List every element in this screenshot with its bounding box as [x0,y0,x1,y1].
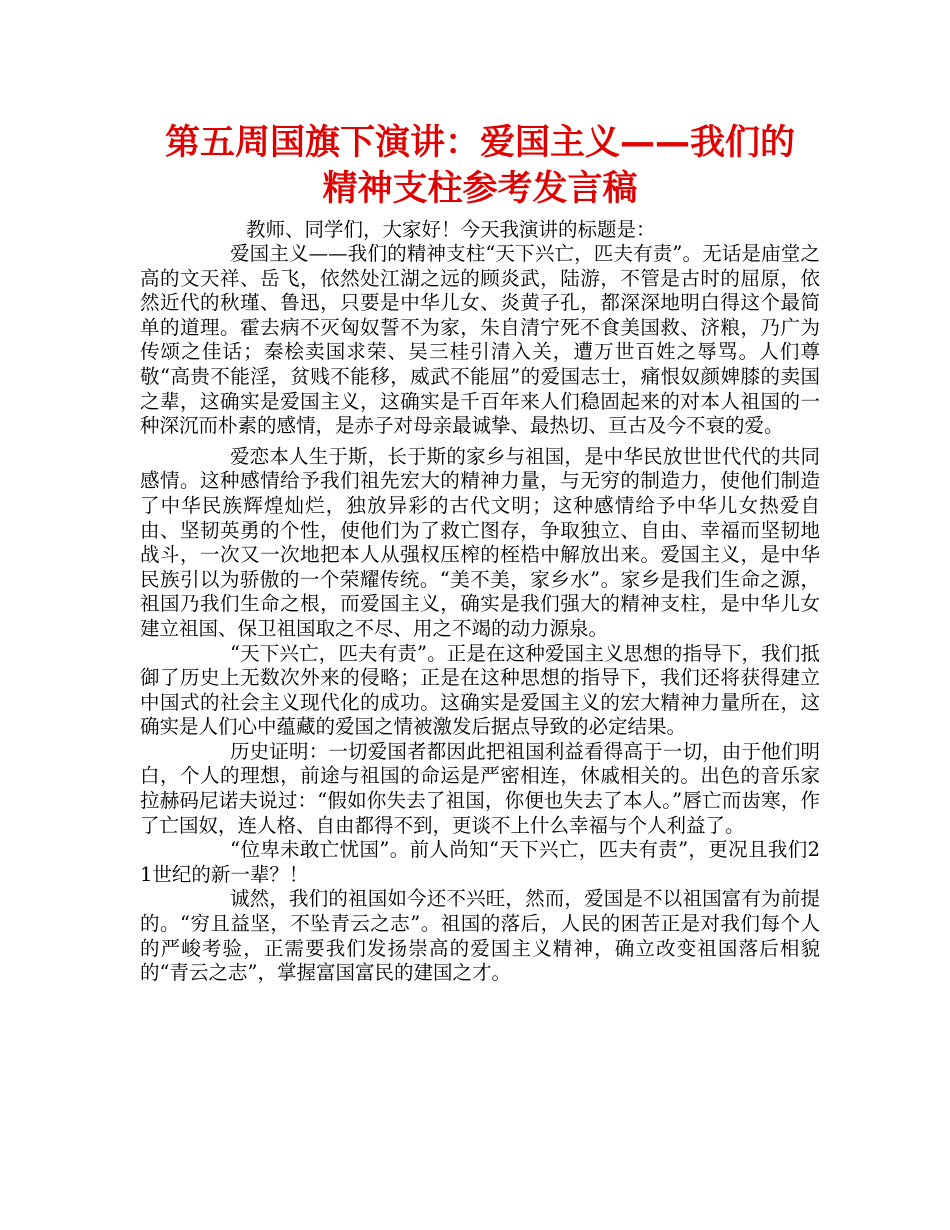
title-line-2: 精神支柱参考发言稿 [322,169,638,209]
paragraph-6: 诚然，我们的祖国如今还不兴旺，然而，爱国是不以祖国富有为前提的。“穷且益坚，不坠青云之志”。祖国的落后，人民的困苦正是对我们每个人的严峻考验，正需要我们发扬崇高的爱国主义精神，确立改变祖国落后相貌的“青云之志”，掌握富国富民的建国之才。 [140,887,820,985]
paragraph-5: “位卑未敢亡忧国”。前人尚知“天下兴亡，匹夫有责”，更况且我们21世纪的新一辈？！ [140,838,820,886]
document-title [140,120,820,212]
greeting-line: 教师、同学们，大家好！今天我演讲的标题是： [246,218,656,241]
paragraph-3: “天下兴亡，匹夫有责”。正是在这种爱国主义思想的指导下，我们抵御了历史上无数次外来的侵略；正是在这种思想的指导下，我们还将获得建立中国式的社会主义现代化的成功。这确实是爱国主义的宏大精神力量所在，这确实是人们心中蕴藏的爱国之情被激发后据点导致的必定结果。 [140,641,820,739]
paragraph-4: 历史证明：一切爱国者都因此把祖国利益看得高于一切，由于他们明白，个人的理想，前途与祖国的命运是严密相连，休戚相关的。出色的音乐家拉赫码尼诺夫说过：“假如你失去了祖国，你便也失去了本人。”唇亡而齿寒，作了亡国奴，连人格、自由都得不到，更谈不上什么幸福与个人利益了。 [140,739,820,837]
title-line-1: 第五周国旗下演讲：爱国主义——我们的 [164,123,795,163]
paragraph-1: 爱国主义——我们的精神支柱“天下兴亡，匹夫有责”。无话是庙堂之高的文天祥、岳飞，依然处江湖之远的顾炎武，陆游，不管是古时的屈原，依然近代的秋瑾、鲁迅，只要是中华儿女、炎黄子孔，都深深地明白得这个最简单的道理。霍去病不灭匈奴誓不为家，朱自清宁死不食美国救、济粮，乃广为传颂之佳话；秦桧卖国求荣、吴三桂引清入关，遭万世百姓之辱骂。人们尊敬“高贵不能淫，贫贱不能移，威武不能屈”的爱国志士，痛恨奴颜婢膝的卖国之辈，这确实是爱国主义，这确实是千百年来人们稳固起来的对本人祖国的一种深沉而朴素的感情，是赤子对母亲最诚挚、最热切、亘古及今不衰的爱。 [140,242,820,438]
document-page [140,120,820,986]
paragraph-2: 爱恋本人生于斯，长于斯的家乡与祖国，是中华民放世世代代的共同感情。这种感情给予我们祖先宏大的精神力量，与无穷的制造力，使他们制造了中华民族辉煌灿烂，独放异彩的古代文明；这种感情给予中华儿女热爱自由、坚韧英勇的个性，使他们为了救亡图存，争取独立、自由、幸福而坚韧地战斗，一次又一次地把本人从强权压榨的桎梏中解放出来。爱国主义，是中华民族引以为骄傲的一个荣耀传统。“美不美，家乡水”。家乡是我们生命之源，祖国乃我们生命之根，而爱国主义，确实是我们强大的精神支柱，是中华儿女建立祖国、保卫祖国取之不尽、用之不竭的动力源泉。 [140,444,820,640]
